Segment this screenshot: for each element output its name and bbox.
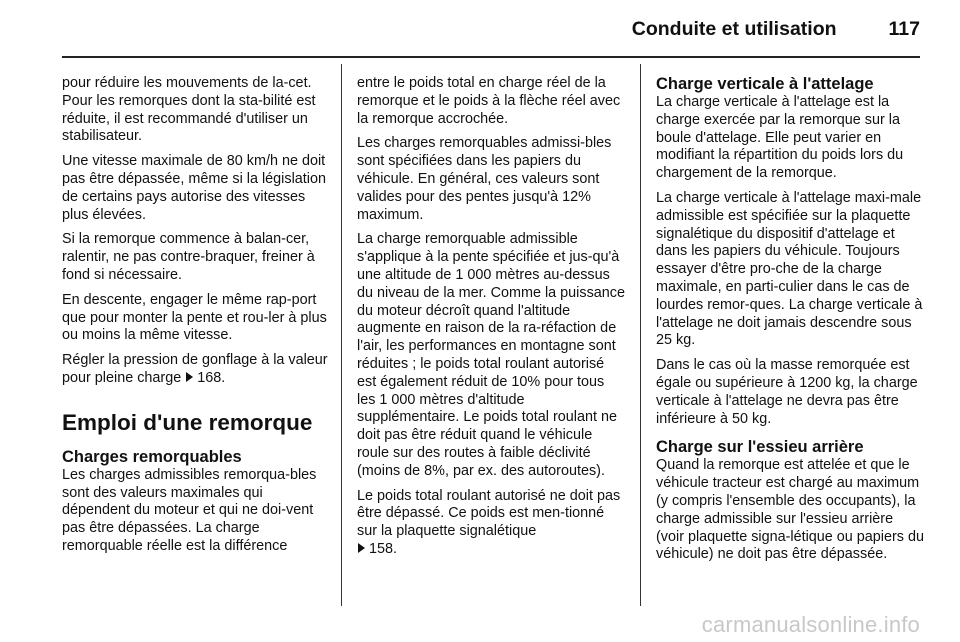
section-title: Conduite et utilisation [631, 18, 837, 40]
paragraph: Une vitesse maximale de 80 km/h ne doit pas être dépassée, même si la législation de certains pays autorise des vitesses plus élevées. [62, 153, 326, 223]
page-reference-arrow-icon [186, 372, 193, 382]
paragraph: pour réduire les mouvements de la-cet. Pour les remorques dont la sta-bilité est réduite, il est recommandé d'utiliser un stabilisateur. [62, 75, 316, 145]
subheading-towing-loads: Charges remorquables [62, 447, 242, 466]
column-divider-2 [640, 64, 641, 606]
paragraph: En descente, engager le même rap-port que pour monter la pente et rou-ler à plus ou moins la même vitesse. [62, 291, 327, 344]
page-reference[interactable]: 168. [197, 369, 226, 386]
paragraph-text: Régler la pression de gonflage à la valeur pour pleine charge [62, 352, 328, 386]
paragraph: La charge verticale à l'attelage est la charge exercée par la remorque sur la boule d'attelage. Elle peut varier en modifiant la répartition du poids lors du chargement de la remorque. [656, 94, 904, 182]
column-2 [357, 75, 625, 566]
paragraph-text: Le poids total roulant autorisé ne doit pas être dépassé. Ce poids est men-tionné sur la plaquette signalétique [357, 487, 621, 540]
paragraph: Dans le cas où la masse remorquée est égale ou supérieure à 1200 kg, la charge verticale à l'attelage ne devra pas être inférieure à 50 kg. [656, 357, 918, 427]
column-3 [656, 75, 924, 571]
watermark: carmanualsonline.info [701, 612, 920, 637]
paragraph: La charge remorquable admissible s'applique à la pente spécifiée et jus-qu'à une altitude de 1 000 mètres au-dessus du niveau de la mer. Comme la puissance du moteur décroît quand l'altitude augmente en raison de la ra-réfaction de l'air, les performances en montagne sont réduites ; le poids total roulant autorisé est également réduit de 10% pour tous les 1 000 mètres d'altitude supplémentaire. Le poids total roulant ne doit pas être réduit quand le véhicule roule sur des routes à faible déclivité (moins de 8%, par ex. des autoroutes). [357, 231, 625, 479]
paragraph: Les charges admissibles remorqua-bles sont des valeurs maximales qui dépendent du moteur et qui ne doi-vent pas être dépassées. La charge remorquable réelle est la différence [62, 466, 317, 554]
column-1 [62, 75, 328, 563]
paragraph: La charge verticale à l'attelage maxi-male admissible est spécifiée sur la plaquette signalétique du dispositif d'attelage et dans les papiers du véhicule. Toujours essayer d'être pro-che de la charge maximale, en parti-culier dans le cas de lourdes remor-ques. La charge verticale à l'attelage ne doit jamais descendre sous 25 kg. [656, 189, 923, 349]
page-reference[interactable]: 158. [369, 540, 398, 557]
page-header [62, 18, 920, 48]
subheading-vertical-load: Charge verticale à l'attelage [656, 75, 874, 93]
column-divider-1 [341, 64, 342, 606]
paragraph: Les charges remorquables admissi-bles sont spécifiées dans les papiers du véhicule. En général, ces valeurs sont valides pour des pentes jusqu'à 12% maximum. [357, 135, 612, 223]
header-rule [62, 56, 920, 58]
subheading-rear-axle-load: Charge sur l'essieu arrière [656, 438, 864, 457]
paragraph [357, 488, 625, 559]
paragraph: entre le poids total en charge réel de la remorque et le poids à la flèche réel avec la remorque accrochée. [357, 75, 621, 127]
paragraph: Si la remorque commence à balan-cer, ralentir, ne pas contre-braquer, freiner à fond si nécessaire. [62, 231, 315, 283]
page-reference-arrow-icon [358, 543, 365, 553]
paragraph: Quand la remorque est attelée et que le véhicule tracteur est chargé au maximum (y compris l'ensemble des occupants), la charge admissible sur l'essieu arrière (voir plaquette signa-létique ou papiers du véhicule) ne doit pas être dépassée. [656, 457, 924, 563]
paragraph [62, 352, 328, 388]
page-number: 117 [888, 18, 920, 40]
heading-towing: Emploi d'une remorque [62, 409, 313, 435]
